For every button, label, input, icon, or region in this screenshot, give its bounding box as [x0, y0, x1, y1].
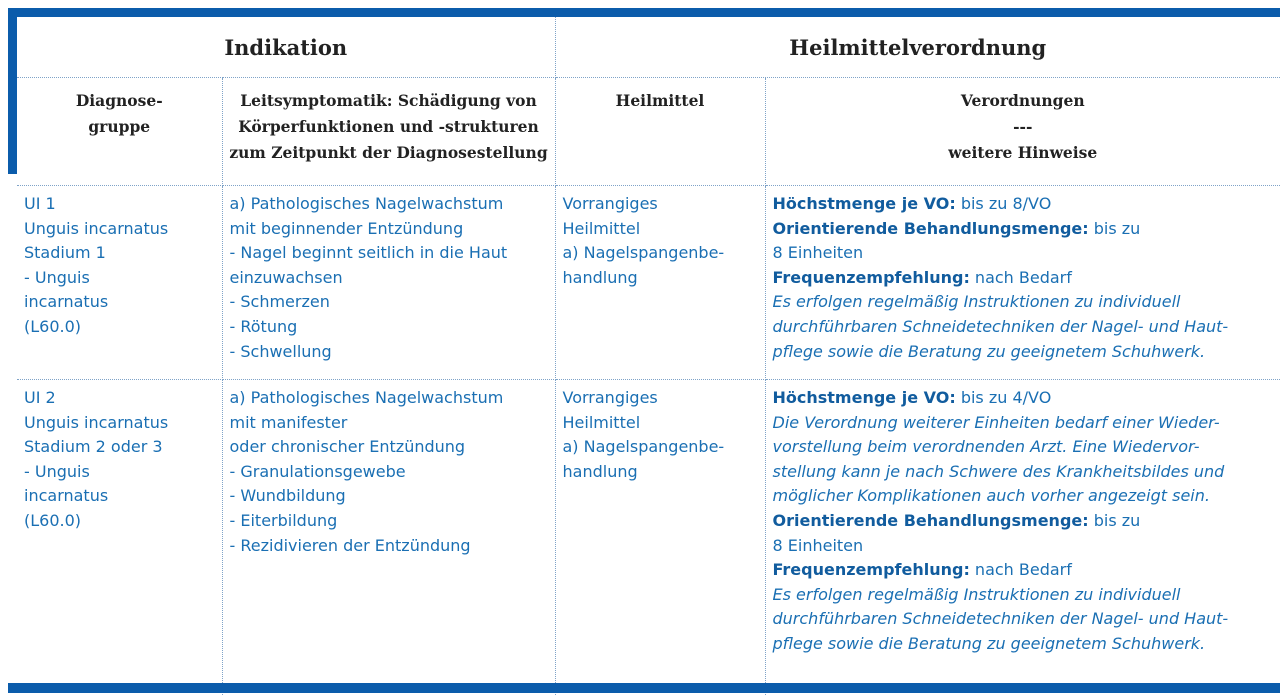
hinweis-line: Es erfolgen regelmäßig Instruktionen zu individuell — [772, 292, 1181, 312]
text-line: a) Nagelspangenbe- — [562, 243, 725, 263]
wiedervorstellung-line: möglicher Komplikationen auch vorher angezeigt sein. — [772, 486, 1210, 506]
hoechstmenge-label: Höchstmenge je VO: — [772, 388, 956, 407]
cell-leitsymptomatik — [222, 380, 555, 695]
text-line: - Rötung — [229, 316, 298, 336]
cell-leitsymptomatik — [222, 186, 555, 380]
hoechstmenge-value: bis zu 8/VO — [955, 194, 1052, 213]
table-row — [17, 380, 1280, 695]
header-line: zum Zeitpunkt der Diagnosestellung — [229, 143, 548, 162]
wiedervorstellung-line: Die Verordnung weiterer Einheiten bedarf einer Wieder- — [772, 412, 1220, 432]
text-line: - Schwellung — [229, 341, 332, 361]
behandlungsmenge-label: Orientierende Behandlungsmenge: — [772, 510, 1089, 530]
behandlungsmenge-line — [773, 217, 1274, 242]
text-line: Unguis incarnatus — [24, 218, 169, 238]
header-line: --- — [1013, 117, 1033, 136]
text-line: - Schmerzen — [229, 292, 330, 312]
text-line: - Wundbildung — [229, 486, 346, 506]
header-verordnungen — [765, 78, 1280, 186]
header-diagnosegruppe — [17, 78, 222, 186]
header-heilmittelverordnung: Heilmittelverordnung — [555, 17, 1280, 78]
hinweis-line: pflege sowie die Beratung zu geeignetem Schuhwerk. — [772, 341, 1206, 361]
heilmittel-table — [17, 17, 1280, 695]
hoechstmenge-label: Höchstmenge je VO: — [772, 194, 956, 213]
behandlungsmenge-value: bis zu — [1088, 218, 1141, 238]
text-line: mit manifester — [229, 412, 348, 432]
text-line: Vorrangiges — [562, 388, 658, 407]
frequenz-line — [773, 266, 1274, 291]
header-line: Diagnose- — [75, 91, 163, 110]
text-line: incarnatus — [24, 486, 109, 506]
hinweis-line: pflege sowie die Beratung zu geeignetem Schuhwerk. — [772, 633, 1206, 653]
text-line: (L60.0) — [24, 316, 82, 336]
header-row-1 — [17, 17, 1280, 78]
hoechstmenge-line — [773, 192, 1274, 217]
text-line: - Rezidivieren der Entzündung — [229, 535, 471, 555]
text-line: - Nagel beginnt seitlich in die Haut — [229, 243, 508, 263]
frequenz-value: nach Bedarf — [969, 560, 1072, 580]
text-line: Stadium 1 — [24, 243, 106, 263]
text-line: incarnatus — [24, 292, 109, 312]
text-line: Stadium 2 oder 3 — [24, 437, 163, 457]
frequenz-label: Frequenzempfehlung: — [772, 267, 970, 287]
text-line: - Granulationsgewebe — [229, 461, 406, 481]
text-line: Vorrangiges — [562, 194, 658, 213]
header-leitsymptomatik — [222, 78, 555, 186]
text-line: (L60.0) — [24, 510, 82, 530]
text-line: UI 2 — [24, 388, 56, 407]
text-line: - Unguis — [24, 267, 90, 287]
frequenz-line — [773, 558, 1274, 583]
header-line: Körperfunktionen und -strukturen — [238, 117, 539, 136]
text-line: handlung — [562, 267, 638, 287]
cell-heilmittel — [555, 186, 765, 380]
text-line: - Unguis — [24, 461, 90, 481]
frequenz-label: Frequenzempfehlung: — [772, 560, 970, 580]
left-border-bar — [8, 8, 17, 174]
cell-verordnungen — [765, 186, 1280, 380]
header-line: Verordnungen — [960, 91, 1085, 110]
text-line: UI 1 — [24, 194, 56, 213]
text-line: oder chronischer Entzündung — [229, 437, 466, 457]
behandlungsmenge-value-2: 8 Einheiten — [772, 243, 864, 263]
top-border-bar — [8, 8, 1280, 17]
header-indikation: Indikation — [17, 17, 555, 78]
text-line: a) Nagelspangenbe- — [562, 437, 725, 457]
cell-heilmittel — [555, 380, 765, 695]
header-line: gruppe — [88, 117, 151, 136]
wiedervorstellung-line: vorstellung beim verordnenden Arzt. Eine Wiedervor- — [772, 437, 1200, 457]
text-line: - Eiterbildung — [229, 510, 338, 530]
behandlungsmenge-line — [773, 509, 1274, 534]
bottom-border-bar — [8, 683, 1280, 693]
hinweis-line: Es erfolgen regelmäßig Instruktionen zu individuell — [772, 584, 1181, 604]
cell-diagnose — [17, 380, 222, 695]
table-row — [17, 186, 1280, 380]
hoechstmenge-line — [773, 386, 1274, 411]
behandlungsmenge-label: Orientierende Behandlungsmenge: — [772, 218, 1089, 238]
text-line: Heilmittel — [562, 412, 641, 432]
frequenz-value: nach Bedarf — [969, 267, 1072, 287]
text-line: Heilmittel — [562, 218, 641, 238]
text-line: handlung — [562, 461, 638, 481]
text-line: mit beginnender Entzündung — [229, 218, 464, 238]
hinweis-line: durchführbaren Schneidetechniken der Nagel- und Haut- — [772, 316, 1229, 336]
header-line: Leitsymptomatik: Schädigung von — [240, 91, 537, 110]
cell-verordnungen — [765, 380, 1280, 695]
behandlungsmenge-value-2: 8 Einheiten — [772, 535, 864, 555]
text-line: a) Pathologisches Nagelwachstum — [229, 388, 504, 407]
wiedervorstellung-line: stellung kann je nach Schwere des Krankheitsbildes und — [772, 461, 1225, 481]
text-line: einzuwachsen — [229, 267, 343, 287]
header-line: Heilmittel — [615, 91, 705, 110]
cell-diagnose — [17, 186, 222, 380]
behandlungsmenge-value: bis zu — [1088, 510, 1141, 530]
text-line: a) Pathologisches Nagelwachstum — [229, 194, 504, 213]
header-row-2 — [17, 78, 1280, 186]
hinweis-line: durchführbaren Schneidetechniken der Nagel- und Haut- — [772, 609, 1229, 629]
text-line: Unguis incarnatus — [24, 412, 169, 432]
header-heilmittel — [555, 78, 765, 186]
header-line: weitere Hinweise — [948, 143, 1098, 162]
hoechstmenge-value: bis zu 4/VO — [955, 388, 1052, 407]
